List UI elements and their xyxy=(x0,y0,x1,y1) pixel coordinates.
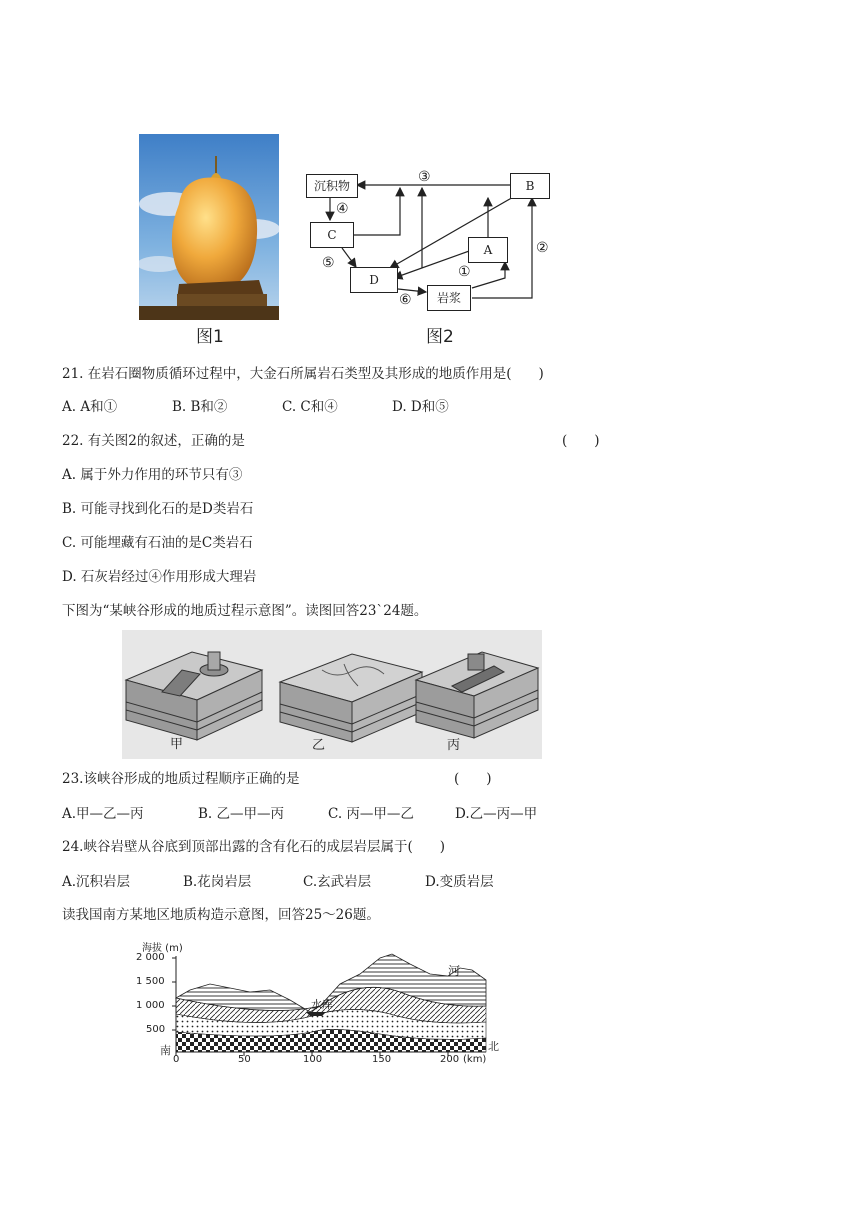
node-d: D xyxy=(350,267,398,293)
q22-option-d: D. 石灰岩经过④作用形成大理岩 xyxy=(62,569,257,585)
golden-rock-image xyxy=(139,134,279,320)
profile-ytick-1500: 1 500 xyxy=(136,976,165,987)
figure1-caption: 图1 xyxy=(196,327,224,347)
q23-stem: 23.该峡谷形成的地质过程顺序正确的是 xyxy=(62,771,300,787)
q23-option-b: B. 乙—甲—丙 xyxy=(198,806,285,822)
node-magma: 岩浆 xyxy=(427,285,471,311)
node-a: A xyxy=(468,237,508,263)
q23-option-d: D.乙—丙—甲 xyxy=(455,806,538,822)
edge-label-4: ④ xyxy=(336,201,349,217)
q22-bracket: ( ) xyxy=(562,433,600,449)
q24-option-d: D.变质岩层 xyxy=(425,874,494,890)
q24-option-a: A.沉积岩层 xyxy=(62,874,131,890)
profile-river-label: 河 xyxy=(448,964,461,978)
profile-north: 北 xyxy=(488,1040,499,1053)
edge-label-2: ② xyxy=(536,240,549,256)
profile-xtick-100: 100 xyxy=(303,1054,323,1065)
figure2-caption: 图2 xyxy=(426,327,454,347)
profile-xunit: (km) xyxy=(463,1054,487,1065)
profile-ytick-2000: 2 000 xyxy=(136,952,165,963)
edge-label-1: ① xyxy=(458,264,471,280)
q21-stem: 21. 在岩石圈物质循环过程中，大金石所属岩石类型及其形成的地质作用是( ) xyxy=(62,366,544,382)
node-sediment: 沉积物 xyxy=(306,174,358,198)
figure1-photo xyxy=(139,134,279,320)
profile-xtick-0: 0 xyxy=(173,1054,180,1065)
q22-option-a: A. 属于外力作用的环节只有③ xyxy=(62,467,243,483)
geologic-profile xyxy=(130,934,500,1068)
node-b: B xyxy=(510,173,550,199)
profile-ytick-500: 500 xyxy=(146,1024,166,1035)
edge-label-6: ⑥ xyxy=(399,292,412,308)
q23-bracket: ( ) xyxy=(454,771,492,787)
q22-option-b: B. 可能寻找到化石的是D类岩石 xyxy=(62,501,254,517)
q22-option-c: C. 可能埋藏有石油的是C类岩石 xyxy=(62,535,253,551)
canyon-blocks xyxy=(122,630,542,759)
q24-stem: 24.峡谷岩壁从谷底到顶部出露的含有化石的成层岩层属于( ) xyxy=(62,839,446,855)
profile-reservoir-label: 水库 xyxy=(311,998,333,1011)
canyon-label-yi: 乙 xyxy=(312,738,326,753)
profile-xtick-50: 50 xyxy=(238,1054,251,1065)
q21-option-c: C. C和④ xyxy=(282,399,338,415)
canyon-diagram xyxy=(122,630,542,759)
profile-ytick-1000: 1 000 xyxy=(136,1000,165,1011)
q22-stem: 22. 有关图2的叙述，正确的是 xyxy=(62,433,245,449)
q21-option-d: D. D和⑤ xyxy=(392,399,449,415)
profile-xtick-150: 150 xyxy=(372,1054,392,1065)
q21-option-b: B. B和② xyxy=(172,399,228,415)
q23-option-c: C. 丙—甲—乙 xyxy=(328,806,414,822)
q24-option-c: C.玄武岩层 xyxy=(303,874,372,890)
intro-25-26: 读我国南方某地区地质构造示意图，回答25～26题。 xyxy=(62,907,380,923)
q24-option-b: B.花岗岩层 xyxy=(183,874,252,890)
canyon-label-jia: 甲 xyxy=(170,737,184,752)
profile-south: 南 xyxy=(160,1044,171,1057)
intro-23-24: 下图为“某峡谷形成的地质过程示意图”。读图回答23`24题。 xyxy=(62,603,428,619)
canyon-label-bing: 丙 xyxy=(447,738,461,753)
q21-option-a: A. A和① xyxy=(62,399,118,415)
profile-ylabel: 海拔 (m) xyxy=(142,943,183,954)
q23-option-a: A.甲—乙—丙 xyxy=(62,806,144,822)
edge-label-5: ⑤ xyxy=(322,255,335,271)
node-c: C xyxy=(310,222,354,248)
rock-cycle-diagram xyxy=(300,160,570,320)
profile-xtick-200: 200 xyxy=(440,1054,460,1065)
edge-label-3: ③ xyxy=(418,169,431,185)
